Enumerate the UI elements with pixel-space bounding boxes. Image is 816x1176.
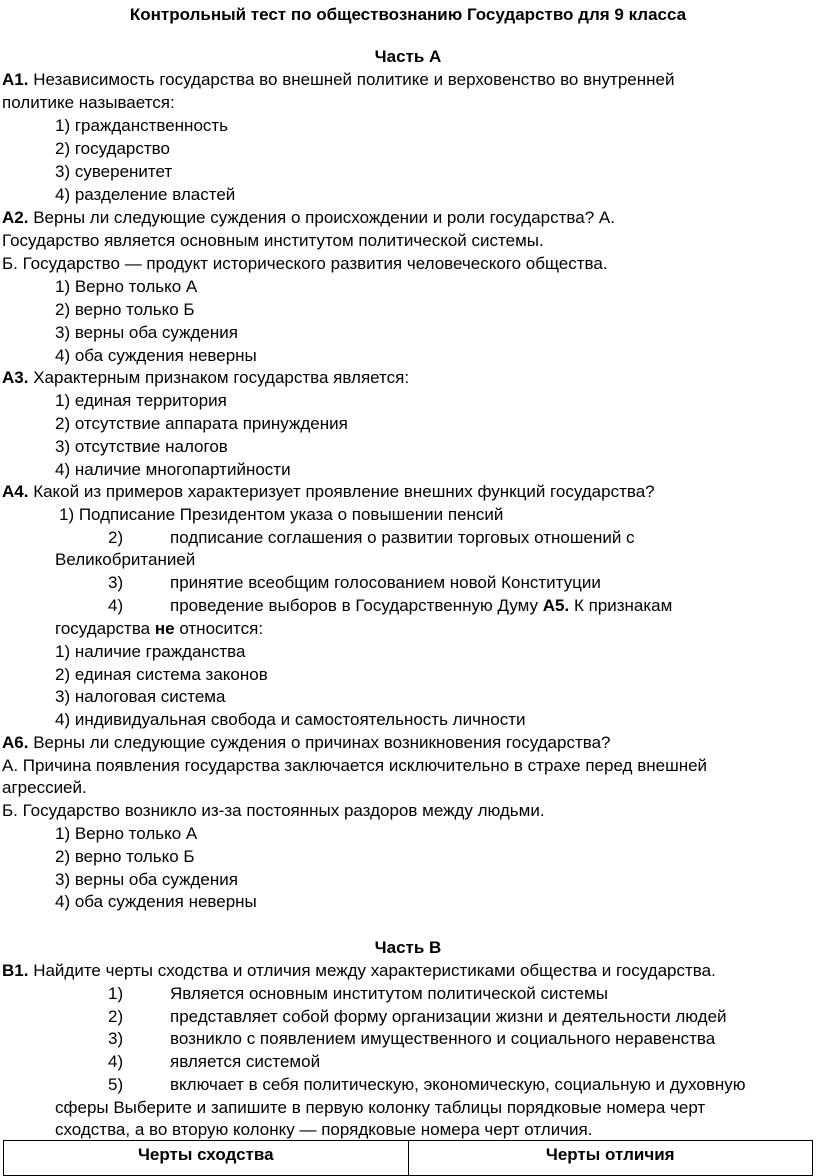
item-number: 1) <box>108 984 124 1003</box>
part-b-heading: Часть В <box>374 938 442 957</box>
table-header-similarities: Черты сходства <box>4 1141 409 1176</box>
item-number: 5) <box>108 1075 124 1094</box>
answer-option: 3) верны оба суждения <box>55 323 238 342</box>
question-b1 <box>2 960 716 982</box>
answer-option: 4) разделение властей <box>55 185 236 204</box>
answer-option: 1) гражданственность <box>55 116 229 135</box>
answer-option: 4) наличие многопартийности <box>55 460 291 479</box>
question-a3 <box>2 367 409 389</box>
item-number: 3) <box>108 1029 124 1048</box>
option-number: 2) <box>108 528 124 547</box>
option-text-cont: Великобританией <box>55 550 196 569</box>
answer-option: 1) единая территория <box>55 391 227 410</box>
option-number: 4) <box>108 596 124 615</box>
option-text: проведение выборов в Государственную Думу <box>170 596 543 615</box>
answer-option: 2) единая система законов <box>55 665 268 684</box>
question-a6 <box>2 732 611 754</box>
question-number: А6. <box>2 733 29 752</box>
question-number: А1. <box>2 70 29 89</box>
option-text: подписание соглашения о развитии торговых отношений с <box>170 528 635 547</box>
question-number: А3. <box>2 368 29 387</box>
answer-option: 4) оба суждения неверны <box>55 346 257 365</box>
question-text: относится: <box>174 619 264 638</box>
answer-option: 1) Подписание Президентом указа о повышении пенсий <box>59 505 504 524</box>
item-text: возникло с появлением имущественного и социального неравенства <box>170 1029 716 1048</box>
table-header-row <box>4 1141 813 1176</box>
option-number: 3) <box>108 573 124 592</box>
question-a2 <box>2 207 615 229</box>
page-title: Контрольный тест по обществознанию Государство для 9 класса <box>129 5 687 24</box>
part-a-heading: Часть А <box>374 47 442 66</box>
question-number: А5. <box>542 596 570 615</box>
option-text: принятие всеобщим голосованием новой Конституции <box>170 573 601 592</box>
question-text: Какой из примеров характеризует проявление внешних функций государства? <box>28 482 655 501</box>
option-text-with-a5 <box>170 595 672 617</box>
answer-option: 2) верно только Б <box>55 300 195 319</box>
answer-option: 3) налоговая система <box>55 687 226 706</box>
question-text-cont: Б. Государство — продукт исторического развития человеческого общества. <box>2 254 608 273</box>
question-a4 <box>2 481 655 503</box>
answer-option: 1) наличие гражданства <box>55 642 246 661</box>
question-text: государства <box>55 619 155 638</box>
answer-option: 2) государство <box>55 139 170 158</box>
question-text: Найдите черты сходства и отличия между характеристиками общества и государства. <box>28 961 716 980</box>
question-text: Характерным признаком государства является: <box>28 368 410 387</box>
question-text-cont: политике называется: <box>2 93 175 112</box>
question-a1 <box>2 69 674 91</box>
answer-option: 1) Верно только А <box>55 277 198 296</box>
answer-option: 1) Верно только А <box>55 824 198 843</box>
item-number: 2) <box>108 1007 124 1026</box>
question-number: А4. <box>2 482 29 501</box>
question-number: В1. <box>2 961 29 980</box>
emphasis-not: не <box>154 619 175 638</box>
question-text: Независимость государства во внешней политике и верховенство во внутренней <box>28 70 675 89</box>
answer-option: 2) отсутствие аппарата принуждения <box>55 414 348 433</box>
item-text: является системой <box>170 1052 321 1071</box>
answer-option: 4) индивидуальная свобода и самостоятельность личности <box>55 710 526 729</box>
item-text: включает в себя политическую, экономическую, социальную и духовную <box>170 1075 746 1094</box>
item-text: Является основным институтом политической системы <box>170 984 608 1003</box>
question-number: А2. <box>2 208 29 227</box>
question-text: Верны ли следующие суждения о происхождении и роли государства? А. <box>28 208 615 227</box>
statement-b: Б. Государство возникло из-за постоянных раздоров между людьми. <box>2 801 545 820</box>
answer-option: 3) верны оба суждения <box>55 870 238 889</box>
question-text: К признакам <box>569 596 673 615</box>
statement-a-cont: агрессией. <box>2 778 87 797</box>
answer-option: 2) верно только Б <box>55 847 195 866</box>
answer-option: 3) суверенитет <box>55 162 173 181</box>
answer-option: 4) оба суждения неверны <box>55 892 257 911</box>
statement-a: А. Причина появления государства заключается исключительно в страхе перед внешней <box>2 756 708 775</box>
item-text: представляет собой форму организации жизни и деятельности людей <box>170 1007 727 1026</box>
item-number: 4) <box>108 1052 124 1071</box>
question-a5-cont <box>55 618 263 640</box>
b1-instruction-cont: сходства, а во вторую колонку — порядковые номера черт отличия. <box>55 1120 593 1139</box>
question-text-cont: Государство является основным институтом политической системы. <box>2 231 544 250</box>
answer-table <box>3 1140 813 1176</box>
question-text: Верны ли следующие суждения о причинах возникновения государства? <box>28 733 611 752</box>
b1-instruction: сферы Выберите и запишите в первую колонку таблицы порядковые номера черт <box>55 1098 706 1117</box>
table-header-differences: Черты отличия <box>408 1141 813 1176</box>
answer-option: 3) отсутствие налогов <box>55 437 228 456</box>
